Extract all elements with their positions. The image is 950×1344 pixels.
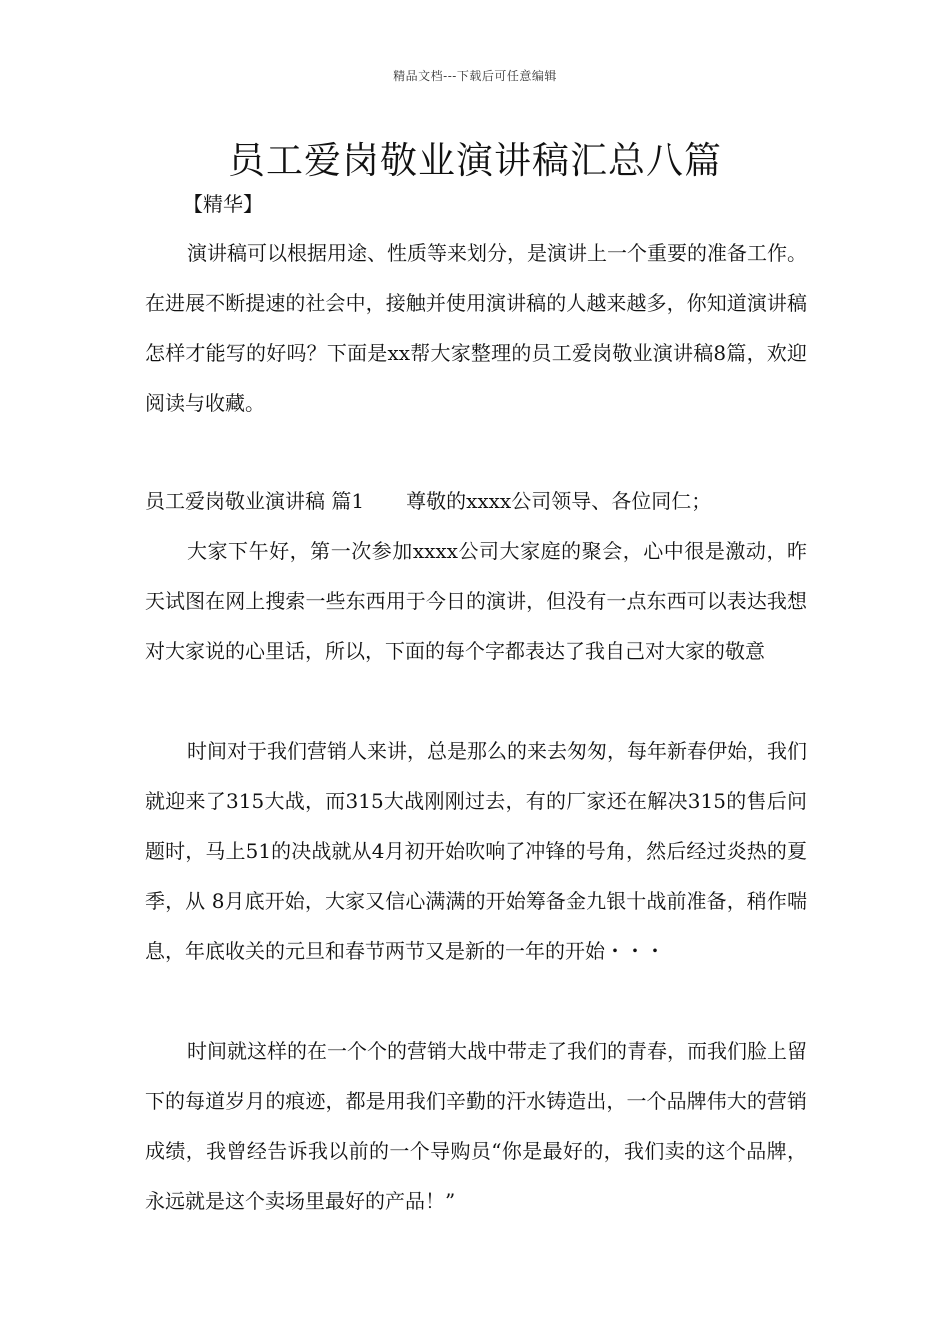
section-heading-line (145, 476, 807, 526)
body-paragraph: 时间就这样的在一个个的营销大战中带走了我们的青春，而我们脸上留下的每道岁月的痕迹，都是用我们辛勤的汗水铸造出，一个品牌伟大的营销成绩，我曾经告诉我以前的一个导购员“你是最好的，我们卖的这个品牌，永远就是这个卖场里最好的产品！” (145, 1039, 807, 1213)
salutation: 尊敬的xxxx公司领导、各位同仁； (406, 489, 712, 513)
section-heading: 员工爱岗敬业演讲稿 篇1 (145, 489, 365, 513)
body-paragraph: 时间对于我们营销人来讲，总是那么的来去匆匆，每年新春伊始，我们就迎来了315大战，而315大战刚刚过去，有的厂家还在解决315的售后问题时，马上51的决战就从4月初开始吹响了冲锋的号角，然后经过炎热的夏季，从 8月底开始，大家又信心满满的开始筹备金九银十战前准备，稍作喘息，年底收关的元旦和春节两节又是新的一年的开始・・・ (145, 739, 807, 963)
header-note: 精品文档---下载后可任意编辑 (393, 69, 557, 83)
title-tag: 【精华】 (183, 192, 263, 216)
body-paragraph: 大家下午好，第一次参加xxxx公司大家庭的聚会，心中很是激动，昨天试图在网上搜索一些东西用于今日的演讲，但没有一点东西可以表达我想对大家说的心里话，所以，下面的每个字都表达了我自己对大家的敬意 (145, 539, 807, 663)
intro-paragraph: 演讲稿可以根据用途、性质等来划分，是演讲上一个重要的准备工作。在进展不断提速的社会中，接触并使用演讲稿的人越来越多，你知道演讲稿怎样才能写的好吗？下面是xx帮大家整理的员工爱岗敬业演讲稿8篇，欢迎阅读与收藏。 (145, 241, 807, 415)
document-title: 员工爱岗敬业演讲稿汇总八篇 (228, 139, 722, 182)
